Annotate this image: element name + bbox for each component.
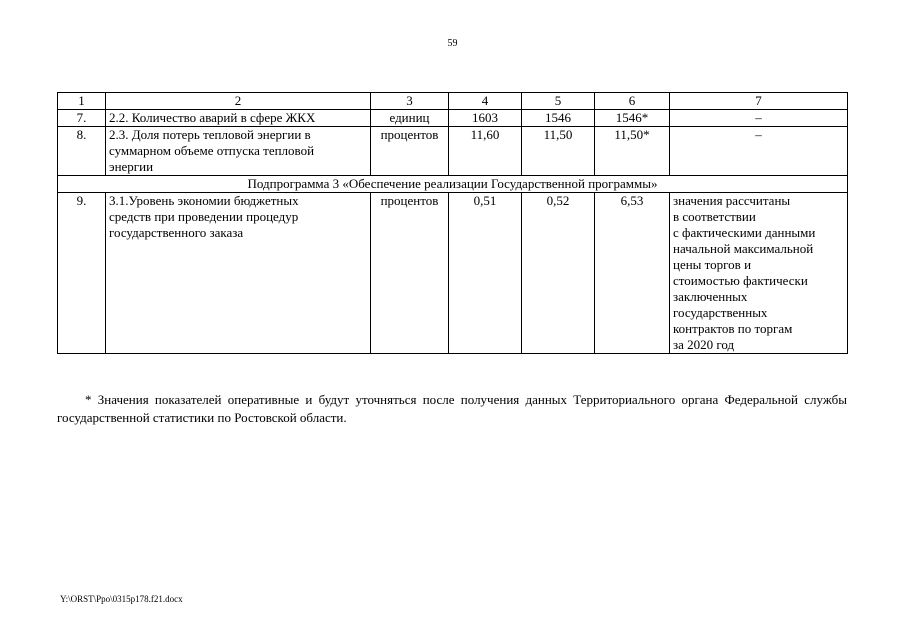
value-col-4: 1603 [449, 110, 522, 127]
note-line: с фактическими данными [673, 225, 816, 240]
note-line: контрактов по торгам [673, 321, 793, 336]
note-line: заключенных [673, 289, 748, 304]
unit: единиц [371, 110, 449, 127]
table-row [58, 127, 848, 176]
indicators-table [57, 92, 848, 354]
value-col-6: 6,53 [595, 193, 670, 354]
subprogram-title: Подпрограмма 3 «Обеспечение реализации Государственной программы» [58, 176, 848, 193]
value-col-6: 1546* [595, 110, 670, 127]
footnote: * Значения показателей оперативные и будут уточняться после получения данных Территориального органа Федеральной службы государственной статистики по Ростовской области. [57, 392, 847, 425]
unit: процентов [371, 193, 449, 354]
row-number: 8. [58, 127, 106, 176]
indicator-name-line: государственного заказа [109, 225, 244, 240]
unit: процентов [371, 127, 449, 176]
table-row [58, 193, 848, 354]
column-number-5: 5 [522, 93, 595, 110]
note-line: цены торгов и [673, 257, 752, 272]
table-header-row [58, 93, 848, 110]
note: – [670, 110, 848, 127]
note-line: государственных [673, 305, 768, 320]
note [670, 193, 848, 354]
indicator-name-line: энергии [109, 159, 154, 174]
column-number-3: 3 [371, 93, 449, 110]
column-number-2: 2 [106, 93, 371, 110]
row-number: 9. [58, 193, 106, 354]
indicator-name [106, 127, 371, 176]
page-number: 59 [447, 38, 458, 49]
note: – [670, 127, 848, 176]
column-number-4: 4 [449, 93, 522, 110]
value-col-4: 11,60 [449, 127, 522, 176]
subprogram-row [58, 176, 848, 193]
value-col-6: 11,50* [595, 127, 670, 176]
value-col-5: 0,52 [522, 193, 595, 354]
column-number-6: 6 [595, 93, 670, 110]
indicator-name-line: 3.1.Уровень экономии бюджетных [109, 193, 299, 208]
indicator-name-line: средств при проведении процедур [109, 209, 299, 224]
note-line: значения рассчитаны [673, 193, 791, 208]
column-number-1: 1 [58, 93, 106, 110]
indicator-name: 2.2. Количество аварий в сфере ЖКХ [106, 110, 371, 127]
note-line: стоимостью фактически [673, 273, 808, 288]
value-col-5: 11,50 [522, 127, 595, 176]
note-line: в соответствии [673, 209, 756, 224]
table-row [58, 110, 848, 127]
file-path-footer: Y:\ORST\Ppo\0315p178.f21.docx [60, 594, 183, 604]
column-number-7: 7 [670, 93, 848, 110]
row-number: 7. [58, 110, 106, 127]
value-col-5: 1546 [522, 110, 595, 127]
indicator-name [106, 193, 371, 354]
note-line: за 2020 год [673, 337, 735, 352]
value-col-4: 0,51 [449, 193, 522, 354]
indicator-name-line: 2.3. Доля потерь тепловой энергии в [109, 127, 311, 142]
indicator-name-line: суммарном объеме отпуска тепловой [109, 143, 315, 158]
note-line: начальной максимальной [673, 241, 814, 256]
